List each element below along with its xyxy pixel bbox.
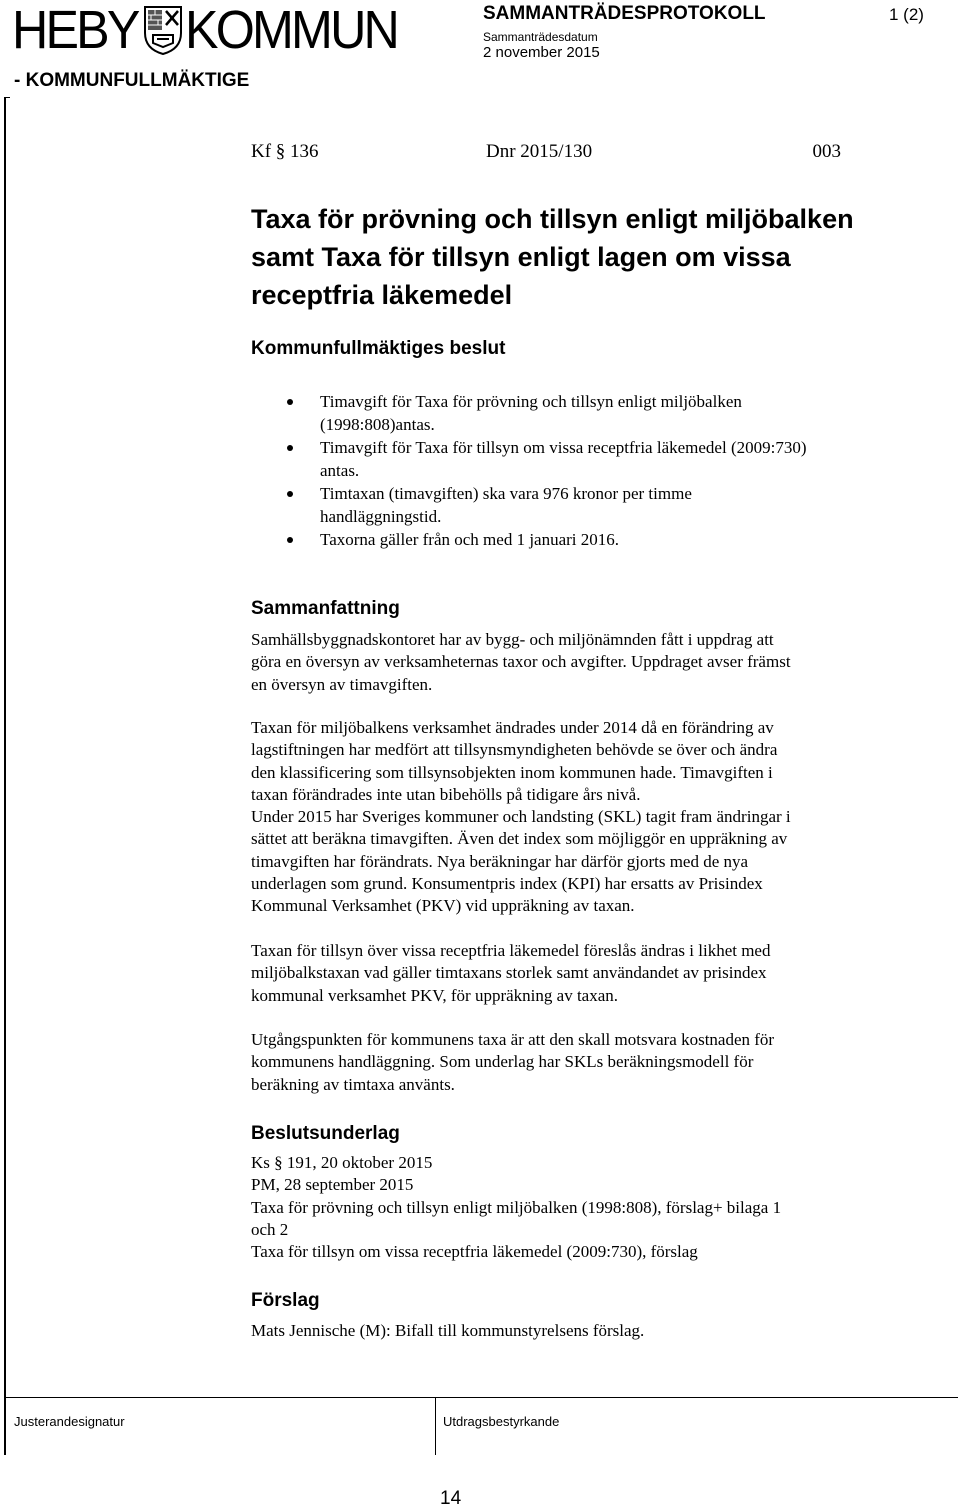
text-line: Taxan för miljöbalkens verksamhet ändrades under 2014 då en förändring av (251, 718, 774, 737)
bullet-icon (287, 445, 293, 451)
text-line: sättet att beräkna timavgiften. Även det index som möjliggör en uppräkning av (251, 829, 788, 849)
decision-item-line: (1998:808)antas. (320, 415, 435, 434)
decision-item-line: Timtaxan (timavgiften) ska vara 976 kronor per timme (320, 484, 692, 503)
organization-subtitle: - KOMMUNFULLMÄKTIGE (14, 70, 250, 91)
decision-item-line: Timavgift för Taxa för tillsyn om vissa receptfria läkemedel (2009:730) (320, 438, 807, 457)
paragraph-number: Kf § 136 (251, 141, 319, 162)
decision-item-line: handläggningstid. (320, 507, 442, 526)
decision-heading: Kommunfullmäktiges beslut (251, 338, 506, 359)
decision-item-line: Taxorna gäller från och med 1 januari 2016. (320, 530, 620, 549)
basis-heading: Beslutsunderlag (251, 1123, 400, 1144)
proposal-text (251, 1320, 911, 1342)
municipality-logo (12, 2, 413, 58)
signature-label: Justerandesignatur (14, 1414, 125, 1429)
footer-divider (435, 1397, 436, 1455)
basis-item: Taxa för prövning och tillsyn enligt miljöbalken (1998:808), förslag+ bilaga 1 (251, 1197, 782, 1217)
text-line: kommunal verksamhet PKV, för uppräkning av taxan. (251, 985, 619, 1005)
decision-item (251, 482, 911, 528)
document-type: SAMMANTRÄDESPROTOKOLL (483, 3, 766, 24)
registration-number: Dnr 2015/130 (486, 141, 593, 162)
decision-item-line: Timavgift för Taxa för prövning och tillsyn enligt miljöbalken (320, 392, 742, 411)
text-line: Kommunal Verksamhet (PKV) vid uppräkning av taxan. (251, 896, 635, 916)
text-line: miljöbalkstaxan vad gäller timtaxans storlek samt användandet av prisindex (251, 963, 767, 983)
text-line: underlagen som grund. Konsumentpris index (KPI) har ersatts av Prisindex (251, 874, 763, 894)
title-line: Taxa för prövning och tillsyn enligt miljöbalken (251, 204, 854, 234)
reference-row (251, 141, 841, 167)
basis-list (251, 1152, 911, 1263)
proposal-heading: Förslag (251, 1290, 320, 1311)
text-line: Utgångspunkten för kommunens taxa är att den skall motsvara kostnaden för (251, 1030, 775, 1049)
summary-heading: Sammanfattning (251, 598, 400, 619)
summary-paragraph-2 (251, 717, 911, 918)
summary-paragraph-1 (251, 629, 911, 696)
text-line: Mats Jennische (M): Bifall till kommunstyrelsens förslag. (251, 1321, 645, 1340)
page-indicator: 1 (2) (889, 5, 924, 24)
bullet-icon (287, 537, 293, 543)
decision-item (251, 436, 911, 482)
text-line: lagstiftningen har medfört att tillsynsmyndigheten behövde se över och ändra (251, 740, 778, 760)
basis-item: PM, 28 september 2015 (251, 1175, 414, 1195)
text-line: Taxan för tillsyn över vissa receptfria läkemedel föreslås ändras i likhet med (251, 941, 771, 960)
text-line: göra en översyn av verksamheternas taxor och avgifter. Uppdraget avser främst (251, 652, 791, 672)
logo-text-left: HEBY (12, 0, 138, 60)
coat-of-arms-icon (143, 5, 183, 55)
text-line: en översyn av timavgiften. (251, 674, 433, 694)
bullet-icon (287, 399, 293, 405)
decision-item-line: antas. (320, 461, 360, 480)
case-code: 003 (812, 141, 841, 162)
basis-item: Taxa för tillsyn om vissa receptfria läkemedel (2009:730), förslag (251, 1242, 698, 1262)
meeting-date-label: Sammanträdesdatum (483, 30, 598, 44)
page-number: 14 (440, 1488, 462, 1509)
logo-text-right: KOMMUN (185, 0, 398, 60)
document-title (251, 200, 911, 314)
basis-item: och 2 (251, 1219, 289, 1239)
bullet-icon (287, 491, 293, 497)
footer-rule (4, 1397, 958, 1398)
decision-item (251, 528, 911, 551)
text-line: timavgiften har förändrats. Nya beräkningar har därför gjorts med de nya (251, 851, 749, 871)
text-line: Under 2015 har Sveriges kommuner och landsting (SKL) tagit fram ändringar i (251, 807, 791, 827)
certification-label: Utdragsbestyrkande (443, 1414, 560, 1429)
text-line: taxan förändrades inte utan bibehölls på tidigare års nivå. (251, 784, 641, 804)
text-line: kommunens handläggning. Som underlag har SKLs beräkningsmodell för (251, 1052, 754, 1072)
summary-paragraph-4 (251, 1029, 911, 1096)
title-line: receptfria läkemedel (251, 280, 513, 310)
summary-paragraph-3 (251, 940, 911, 1007)
text-line: den klassificering som tillsynsobjekten inom kommunen hade. Timavgiften i (251, 762, 773, 782)
text-line: Samhällsbyggnadskontoret har av bygg- och miljönämnden fått i uppdrag att (251, 630, 774, 649)
meeting-date-value: 2 november 2015 (483, 44, 600, 61)
basis-item: Ks § 191, 20 oktober 2015 (251, 1153, 433, 1172)
decision-list (251, 390, 911, 551)
top-margin-tick (4, 97, 10, 98)
decision-item (251, 390, 911, 436)
left-margin-rule (4, 97, 6, 1455)
text-line: beräkning av timtaxa använts. (251, 1074, 455, 1094)
title-line: samt Taxa för tillsyn enligt lagen om vissa (251, 242, 791, 272)
